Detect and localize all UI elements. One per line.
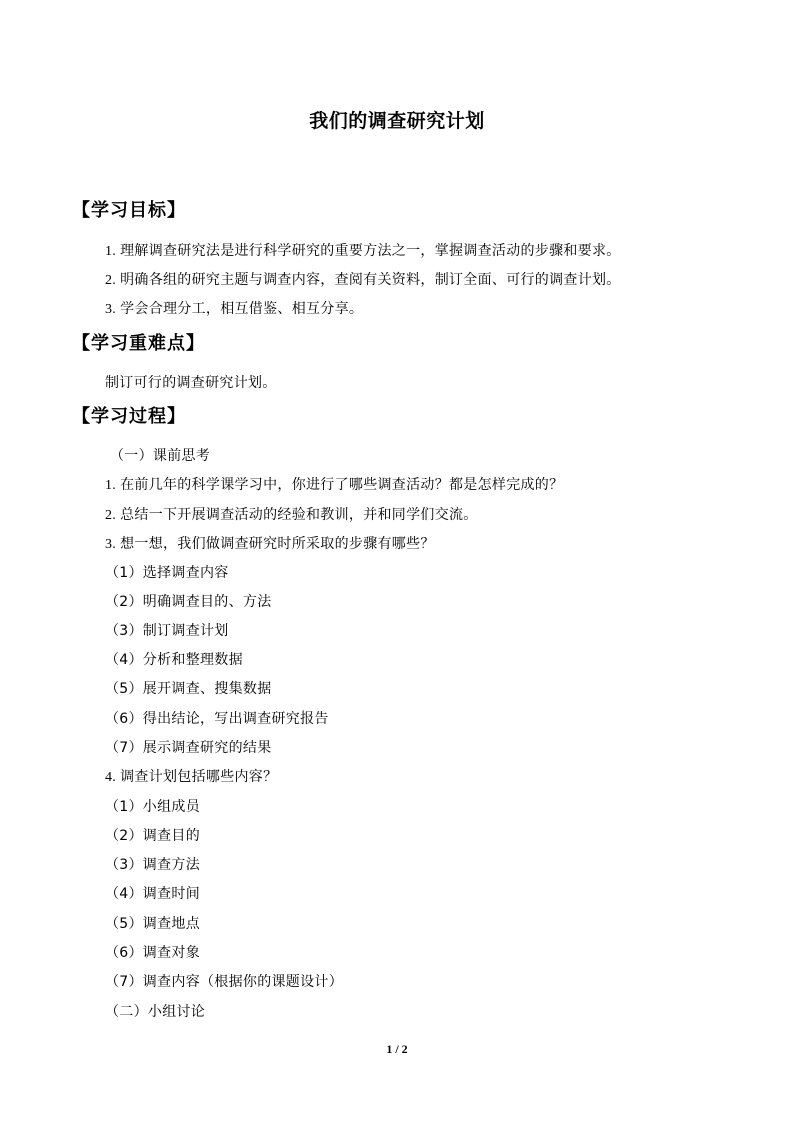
goal-item <box>105 298 363 318</box>
question-number: 3. <box>105 537 117 552</box>
question-text: 在前几年的科学课学习中，你进行了哪些调查活动？都是怎样完成的？ <box>120 477 564 493</box>
question-item <box>105 766 277 786</box>
question-number: 4. <box>105 770 117 785</box>
plan-item: （5）调查地点 <box>105 916 201 932</box>
part2-label: （二）小组讨论 <box>105 1004 206 1020</box>
page-title: 我们的调查研究计划 <box>309 110 485 132</box>
step-item: （5）展开调查、搜集数据 <box>105 681 272 697</box>
question-number: 2. <box>105 508 117 523</box>
step-item: （1）选择调查内容 <box>105 565 229 581</box>
goal-item <box>105 269 621 289</box>
plan-item: （4）调查时间 <box>105 886 201 902</box>
step-item: （4）分析和整理数据 <box>105 652 243 668</box>
goals-heading: 【学习目标】 <box>72 200 186 221</box>
goal-item-number: 3. <box>105 302 117 317</box>
step-item: （2）明确调查目的、方法 <box>105 594 272 610</box>
goal-item-text: 理解调查研究法是进行科学研究的重要方法之一，掌握调查活动的步骤和要求。 <box>120 243 621 259</box>
question-item <box>105 504 478 524</box>
goal-item-number: 2. <box>105 273 117 288</box>
goal-item-number: 1. <box>105 244 117 259</box>
question-item <box>105 533 435 553</box>
goal-item-text: 明确各组的研究主题与调查内容，查阅有关资料，制订全面、可行的调查计划。 <box>120 272 621 288</box>
keypoints-text: 制订可行的调查研究计划。 <box>105 375 277 391</box>
plan-item: （7）调查内容（根据你的课题设计） <box>105 974 344 990</box>
plan-item: （6）调查对象 <box>105 945 201 961</box>
question-number: 1. <box>105 478 117 493</box>
keypoints-heading: 【学习重难点】 <box>72 333 205 354</box>
question-text: 调查计划包括哪些内容？ <box>120 769 278 785</box>
part1-label: （一）课前思考 <box>110 448 211 464</box>
step-item: （3）制订调查计划 <box>105 623 229 639</box>
step-item: （6）得出结论，写出调查研究报告 <box>105 711 329 727</box>
plan-item: （1）小组成员 <box>105 799 201 815</box>
plan-item: （2）调查目的 <box>105 828 201 844</box>
page-number: 1 / 2 <box>386 1042 408 1056</box>
process-heading: 【学习过程】 <box>72 406 186 427</box>
question-text: 想一想，我们做调查研究时所采取的步骤有哪些？ <box>120 536 435 552</box>
question-item <box>105 474 563 494</box>
step-item: （7）展示调查研究的结果 <box>105 740 272 756</box>
question-text: 总结一下开展调查活动的经验和教训，并和同学们交流。 <box>120 507 478 523</box>
goal-item <box>105 240 621 260</box>
plan-item: （3）调查方法 <box>105 857 201 873</box>
goal-item-text: 学会合理分工，相互借鉴、相互分享。 <box>120 301 364 317</box>
